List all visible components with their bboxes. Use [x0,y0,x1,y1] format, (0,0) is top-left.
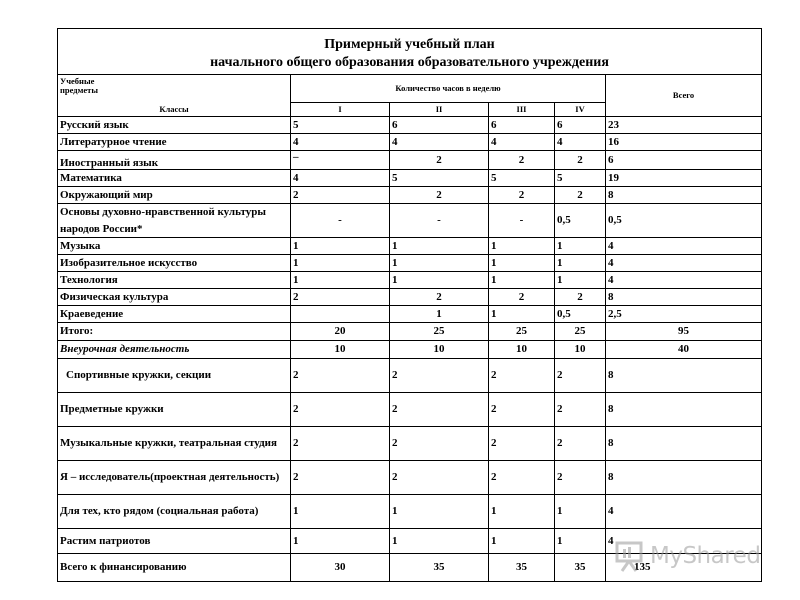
subject-cell: Краеведение [58,306,291,323]
total-cell: 2,5 [606,306,762,323]
grade-2-cell: 2 [390,151,489,170]
total-cell: 4 [606,495,762,529]
total-cell: 8 [606,359,762,393]
subject-cell: Физическая культура [58,289,291,306]
table-title [58,29,762,75]
vneurochnaya-grade-2: 10 [390,341,489,359]
grade-1-cell: 1 [291,238,390,255]
total-cell: 6 [606,151,762,170]
grade-3-cell: - [489,204,555,238]
grade-2-cell: 6 [390,117,489,134]
grade-1-cell: 2 [291,461,390,495]
vneurochnaya-grade-1: 10 [291,341,390,359]
vneurochnaya-row [58,341,762,359]
grade-1-cell: 2 [291,427,390,461]
grade-2-cell: 1 [390,529,489,554]
grade-2-cell: 1 [390,306,489,323]
total-cell: 4 [606,238,762,255]
grade-4-cell: 2 [555,359,606,393]
grade-3-cell: 2 [489,393,555,427]
total-cell: 8 [606,393,762,427]
grade-3-cell: 6 [489,117,555,134]
grade-1-cell: 1 [291,255,390,272]
total-cell: 8 [606,289,762,306]
grade-4-cell: 2 [555,427,606,461]
grade-1-cell: 1 [291,272,390,289]
subject-cell: Основы духовно-нравственной культуры народов России* [58,204,291,238]
grade-1-cell: 2 [291,289,390,306]
grade-4-cell: 0,5 [555,306,606,323]
grade-4-cell: 2 [555,289,606,306]
itogo-grade-2: 25 [390,323,489,341]
vneurochnaya-label: Внеурочная деятельность [58,341,291,359]
grade-1-cell: 4 [291,170,390,187]
header-grade-2: II [390,103,489,117]
subject-cell: Для тех, кто рядом (социальная работа) [58,495,291,529]
curriculum-table [57,28,762,582]
total-cell: 0,5 [606,204,762,238]
table-row [58,289,762,306]
subject-cell: Предметные кружки [58,393,291,427]
grade-2-cell: 2 [390,393,489,427]
itogo-grade-4: 25 [555,323,606,341]
table-row [58,393,762,427]
grade-1-cell: – [291,151,390,170]
grade-3-cell: 1 [489,529,555,554]
financing-grade-3: 35 [489,554,555,582]
vneurochnaya-grade-4: 10 [555,341,606,359]
header-grade-4: IV [555,103,606,117]
grade-4-cell: 2 [555,393,606,427]
itogo-label: Итого: [58,323,291,341]
grade-1-cell: 1 [291,495,390,529]
grade-4-cell: 2 [555,461,606,495]
grade-3-cell: 1 [489,495,555,529]
grade-3-cell: 5 [489,170,555,187]
subject-cell: Математика [58,170,291,187]
grade-2-cell: 2 [390,427,489,461]
table-row [58,359,762,393]
table-row [58,187,762,204]
total-cell: 4 [606,272,762,289]
title-line-1: Примерный учебный план [324,37,495,52]
subject-cell: Русский язык [58,117,291,134]
grade-4-cell: 1 [555,495,606,529]
header-subjects-label: Учебные предметы [60,76,98,96]
grade-4-cell: 2 [555,151,606,170]
grade-2-cell: 1 [390,272,489,289]
table-row [58,134,762,151]
total-cell: 19 [606,170,762,187]
subject-cell: Иностранный язык [58,151,291,170]
subject-cell: Литературное чтение [58,134,291,151]
total-cell: 8 [606,427,762,461]
table-row [58,255,762,272]
grade-4-cell: 1 [555,272,606,289]
subject-cell: Технология [58,272,291,289]
total-cell: 16 [606,134,762,151]
title-line-2: начального общего образования образовательного учреждения [210,54,609,70]
grade-4-cell: 1 [555,255,606,272]
header-total: Всего [606,75,762,117]
grade-2-cell: 1 [390,255,489,272]
vneurochnaya-total: 40 [606,341,762,359]
grade-1-cell: 2 [291,393,390,427]
grade-2-cell: - [390,204,489,238]
grade-2-cell: 2 [390,359,489,393]
itogo-grade-3: 25 [489,323,555,341]
table-row [58,170,762,187]
grade-3-cell: 1 [489,255,555,272]
grade-3-cell: 1 [489,238,555,255]
financing-grade-2: 35 [390,554,489,582]
subject-cell: Растим патриотов [58,529,291,554]
grade-3-cell: 2 [489,427,555,461]
grade-2-cell: 4 [390,134,489,151]
grade-4-cell: 6 [555,117,606,134]
subject-cell: Музыкальные кружки, театральная студия [58,427,291,461]
table-row [58,461,762,495]
total-cell: 4 [606,529,762,554]
financing-total: 135 [606,554,762,582]
itogo-grade-1: 20 [291,323,390,341]
grade-1-cell: 1 [291,529,390,554]
grade-4-cell: 5 [555,170,606,187]
financing-label: Всего к финансированию [58,554,291,582]
subject-cell: Музыка [58,238,291,255]
total-cell: 23 [606,117,762,134]
grade-1-cell: - [291,204,390,238]
grade-1-cell: 4 [291,134,390,151]
header-classes-label: Классы [159,103,189,114]
subject-cell: Окружающий мир [58,187,291,204]
table-row [58,117,762,134]
grade-3-cell: 2 [489,461,555,495]
itogo-total: 95 [606,323,762,341]
grade-1-cell: 2 [291,187,390,204]
grade-2-cell: 2 [390,289,489,306]
grade-4-cell: 4 [555,134,606,151]
grade-4-cell: 2 [555,187,606,204]
grade-2-cell: 1 [390,495,489,529]
watermark-text: MyShared [650,543,761,569]
table-row [58,427,762,461]
grade-1-cell: 5 [291,117,390,134]
grade-3-cell: 2 [489,289,555,306]
grade-2-cell: 2 [390,187,489,204]
grade-3-cell: 1 [489,306,555,323]
financing-grade-4: 35 [555,554,606,582]
table-row [58,306,762,323]
total-cell: 8 [606,461,762,495]
table-row [58,495,762,529]
grade-3-cell: 1 [489,272,555,289]
grade-3-cell: 2 [489,359,555,393]
grade-4-cell: 1 [555,529,606,554]
presentation-board-icon [614,540,644,572]
subject-cell: Я – исследователь(проектная деятельность) [58,461,291,495]
grade-2-cell: 1 [390,238,489,255]
watermark [614,540,764,574]
grade-4-cell: 1 [555,238,606,255]
grade-1-cell: 2 [291,359,390,393]
grade-3-cell: 4 [489,134,555,151]
grade-1-cell [291,306,390,323]
itogo-row [58,323,762,341]
table-row [58,272,762,289]
table-row [58,204,762,238]
grade-2-cell: 5 [390,170,489,187]
header-grade-1: I [291,103,390,117]
table-row [58,151,762,170]
header-grade-3: III [489,103,555,117]
total-cell: 4 [606,255,762,272]
financing-grade-1: 30 [291,554,390,582]
total-cell: 8 [606,187,762,204]
header-hours: Количество часов в неделю [291,75,606,103]
header-subjects [58,75,291,117]
grade-2-cell: 2 [390,461,489,495]
table-row [58,238,762,255]
vneurochnaya-grade-3: 10 [489,341,555,359]
grade-3-cell: 2 [489,187,555,204]
subject-cell: Спортивные кружки, секции [58,359,291,393]
grade-3-cell: 2 [489,151,555,170]
subject-cell: Изобразительное искусство [58,255,291,272]
grade-4-cell: 0,5 [555,204,606,238]
